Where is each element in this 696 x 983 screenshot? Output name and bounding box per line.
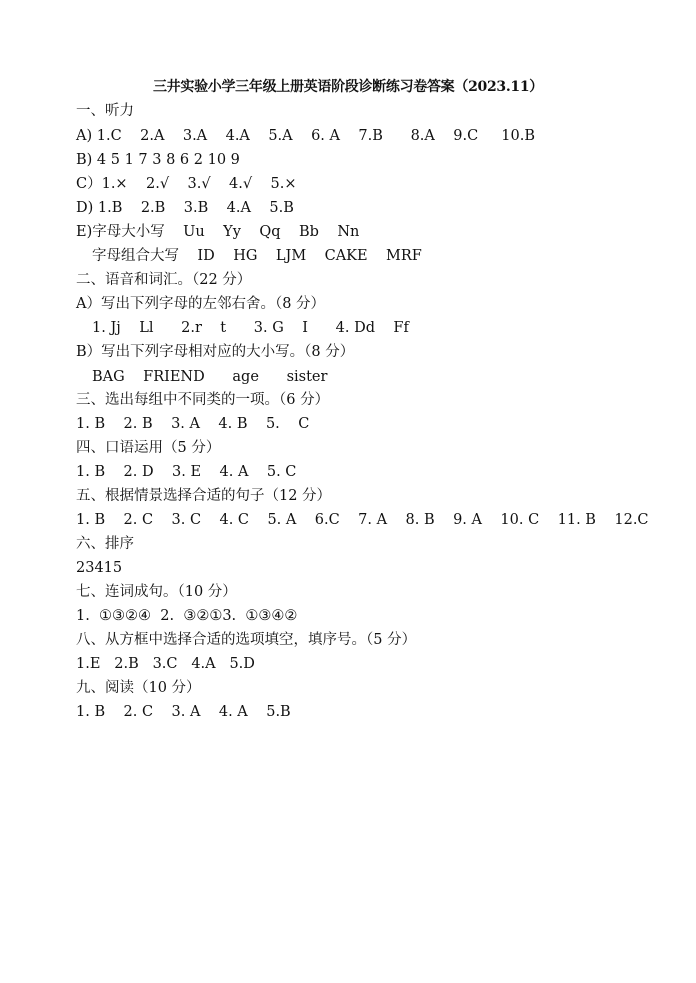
answer-line-odd-one-out: 1. B 2. B 3. A 4. B 5. C <box>76 416 310 432</box>
section-heading-oral: 四、口语运用（5 分） <box>76 440 221 456</box>
section-heading-listening: 一、听力 <box>76 103 134 119</box>
answer-line-oral: 1. B 2. D 3. E 4. A 5. C <box>76 464 297 480</box>
answer-line-listening-d: D) 1.B 2.B 3.B 4.A 5.B <box>76 200 294 216</box>
answer-line-fill-in: 1.E 2.B 3.C 4.A 5.D <box>76 656 255 672</box>
answer-line-situations: 1. B 2. C 3. C 4. C 5. A 6.C 7. A 8. B 9. A 10. C 11. B 12.C <box>76 512 649 528</box>
answer-line-reading: 1. B 2. C 3. A 4. A 5.B <box>76 704 291 720</box>
answer-line-sentences: 1. ①③②④ 2. ③②①3. ①③④② <box>76 608 298 624</box>
section-heading-fill-in: 八、从方框中选择合适的选项填空，填序号。（5 分） <box>76 632 417 648</box>
subsection-heading-neighbors: A）写出下列字母的左邻右舍。（8 分） <box>76 296 326 312</box>
section-heading-reading: 九、阅读（10 分） <box>76 680 201 696</box>
section-heading-phonics-vocab: 二、语音和词汇。（22 分） <box>76 272 252 288</box>
answer-line-neighbors: 1. Jj Ll 2.r t 3. G I 4. Dd Ff <box>92 320 409 336</box>
section-heading-sentences: 七、连词成句。（10 分） <box>76 584 237 600</box>
answer-line-listening-e: E)字母大小写 Uu Yy Qq Bb Nn <box>76 224 360 240</box>
section-heading-situations: 五、根据情景选择合适的句子（12 分） <box>76 488 332 504</box>
answer-line-listening-e-combos: 字母组合大写 ID HG LJM CAKE MRF <box>92 248 422 264</box>
subsection-heading-case: B）写出下列字母相对应的大小写。（8 分） <box>76 344 355 360</box>
answer-line-ordering: 23415 <box>76 560 123 576</box>
answer-line-listening-b: B) 4 5 1 7 3 8 6 2 10 9 <box>76 152 240 168</box>
answer-line-listening-c: C）1.× 2.√ 3.√ 4.√ 5.× <box>76 176 297 192</box>
document-title: 三井实验小学三年级上册英语阶段诊断练习卷答案（2023.11） <box>152 79 544 95</box>
section-heading-ordering: 六、排序 <box>76 536 134 552</box>
answer-line-listening-a: A) 1.C 2.A 3.A 4.A 5.A 6. A 7.B 8.A 9.C 10.B <box>76 128 536 144</box>
section-heading-odd-one-out: 三、选出每组中不同类的一项。（6 分） <box>76 392 330 408</box>
answer-line-case: BAG FRIEND age sister <box>92 369 328 385</box>
